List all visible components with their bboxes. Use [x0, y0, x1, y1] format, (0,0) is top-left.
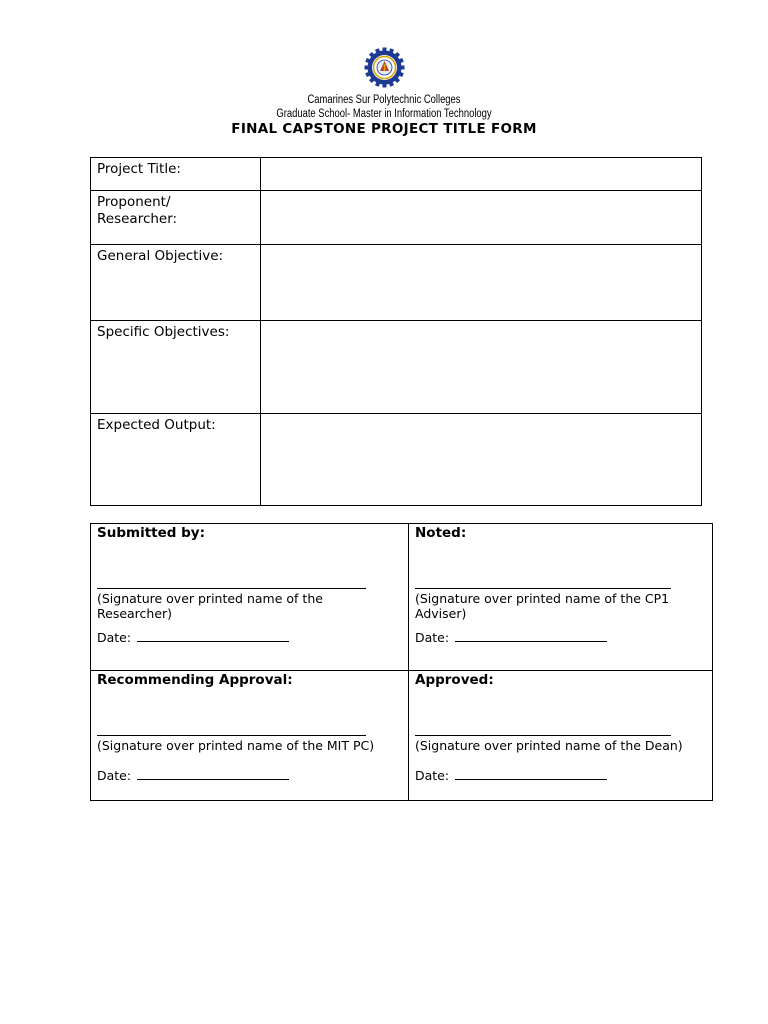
- table-row: [91, 158, 702, 191]
- date-label: Date:: [415, 768, 450, 783]
- signature-line[interactable]: [415, 735, 671, 736]
- signature-row: [91, 671, 713, 801]
- row-label: Proponent/ Researcher:: [91, 191, 261, 245]
- project-details-table: [90, 157, 702, 506]
- expected-output-field[interactable]: [261, 414, 702, 506]
- date-row: [97, 768, 402, 783]
- signature-caption: (Signature over printed name of the MIT PC): [97, 738, 375, 753]
- signature-caption: (Signature over printed name of the Dean): [415, 738, 683, 753]
- signature-caption: (Signature over printed name of the Researcher): [97, 591, 323, 621]
- date-line[interactable]: [455, 779, 607, 780]
- table-row: [91, 414, 702, 506]
- date-label: Date:: [97, 630, 132, 645]
- row-label: General Objective:: [91, 245, 261, 321]
- signature-line[interactable]: [97, 588, 366, 589]
- institution-name: Camarines Sur Polytechnic Colleges: [307, 94, 461, 106]
- signature-row: [91, 524, 713, 671]
- noted-cell: [409, 524, 713, 671]
- department-name: Graduate School- Master in Information Technology: [276, 108, 492, 120]
- specific-objectives-field[interactable]: [261, 321, 702, 414]
- row-label: Expected Output:: [91, 414, 261, 506]
- table-row: [91, 191, 702, 245]
- date-row: [97, 630, 402, 645]
- general-objective-field[interactable]: [261, 245, 702, 321]
- date-row: [415, 630, 706, 645]
- row-label: Project Title:: [91, 158, 261, 191]
- signature-line[interactable]: [97, 735, 366, 736]
- recommending-approval-cell: [91, 671, 409, 801]
- table-row: [91, 245, 702, 321]
- form-title: FINAL CAPSTONE PROJECT TITLE FORM: [231, 121, 537, 137]
- submitted-by-heading: Submitted by:: [97, 525, 205, 541]
- approved-cell: [409, 671, 713, 801]
- submitted-by-cell: [91, 524, 409, 671]
- signature-table: [90, 523, 713, 801]
- approved-heading: Approved:: [415, 672, 494, 688]
- recommending-approval-heading: Recommending Approval:: [97, 672, 293, 688]
- proponent-field[interactable]: [261, 191, 702, 245]
- table-row: [91, 321, 702, 414]
- date-label: Date:: [415, 630, 450, 645]
- date-label: Date:: [97, 768, 132, 783]
- date-row: [415, 768, 706, 783]
- date-line[interactable]: [455, 641, 607, 642]
- row-label: Specific Objectives:: [91, 321, 261, 414]
- date-line[interactable]: [137, 779, 289, 780]
- college-seal-logo: [364, 47, 405, 88]
- date-line[interactable]: [137, 641, 289, 642]
- signature-line[interactable]: [415, 588, 671, 589]
- project-title-field[interactable]: [261, 158, 702, 191]
- signature-caption: (Signature over printed name of the CP1 Adviser): [415, 591, 670, 621]
- noted-heading: Noted:: [415, 525, 467, 541]
